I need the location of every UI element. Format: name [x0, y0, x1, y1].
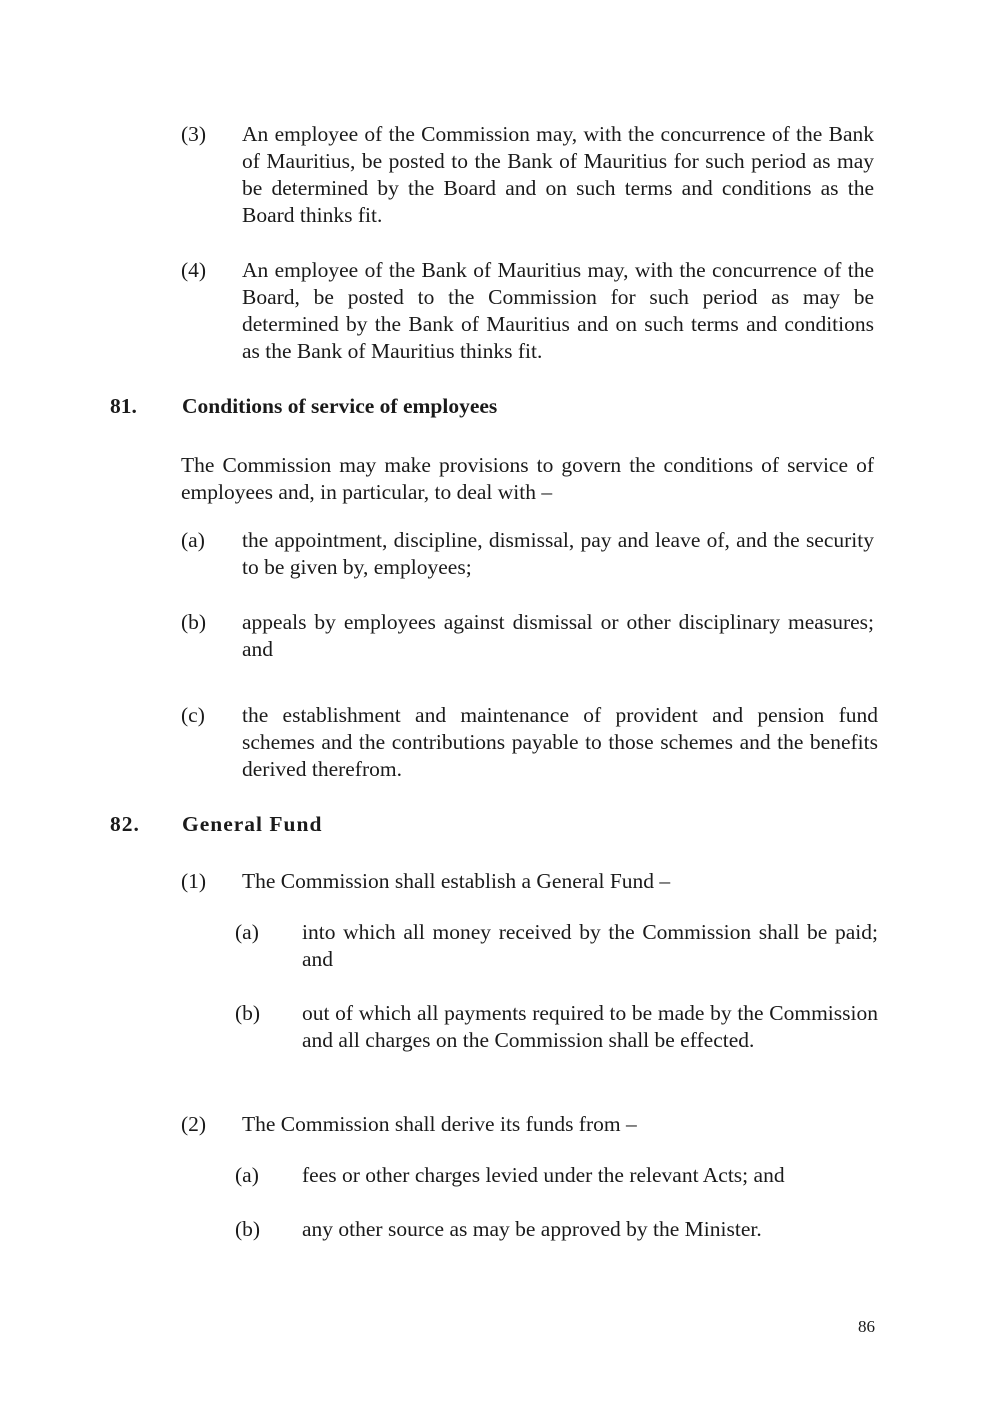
item-text: fees or other charges levied under the relevant Acts; and	[302, 1163, 785, 1187]
subsection-label: (2)	[181, 1112, 207, 1136]
section-81-item-b	[0, 609, 1000, 669]
subsection-80-3	[0, 121, 1000, 231]
section-81-intro: The Commission may make provisions to govern the conditions of service of employees and, in particular, to deal with –	[181, 453, 874, 504]
subsection-label: (1)	[181, 869, 207, 893]
item-text: any other source as may be approved by the Minister.	[302, 1217, 762, 1241]
subsection-label: (4)	[181, 258, 207, 282]
subsection-80-4	[0, 257, 1000, 367]
item-label: (a)	[235, 920, 259, 944]
item-label: (b)	[235, 1217, 261, 1241]
section-number: 82.	[110, 812, 140, 836]
section-81-item-a	[0, 527, 1000, 587]
item-text: appeals by employees against dismissal or other disciplinary measures; and	[242, 610, 874, 661]
page-number: 86	[858, 1317, 875, 1336]
item-text: out of which all payments required to be made by the Commission and all charges on the Commission shall be effected.	[302, 1001, 878, 1052]
item-label: (a)	[235, 1163, 259, 1187]
section-81-item-c	[0, 702, 1000, 792]
item-label: (b)	[235, 1001, 261, 1025]
section-82-subsection-1	[0, 868, 1000, 898]
section-81-heading	[110, 393, 810, 423]
item-text: the appointment, discipline, dismissal, pay and leave of, and the security to be given by, employees;	[242, 528, 874, 579]
subsection-text: An employee of the Commission may, with the concurrence of the Bank of Mauritius, be posted to the Bank of Mauritius for such period as may be determined by the Board and on such terms and conditions as the Board thinks fit.	[242, 122, 874, 227]
section-82-2-item-b	[0, 1216, 1000, 1246]
section-number: 81.	[110, 394, 137, 418]
item-label: (c)	[181, 703, 205, 727]
subsection-text: An employee of the Bank of Mauritius may, with the concurrence of the Board, be posted to the Commission for such period as may be determined by the Bank of Mauritius and on such terms and conditions as the Bank of Mauritius thinks fit.	[242, 258, 874, 363]
item-text: into which all money received by the Commission shall be paid; and	[302, 920, 878, 971]
section-82-heading	[110, 811, 810, 841]
item-label: (b)	[181, 610, 207, 634]
section-82-1-item-a	[0, 919, 1000, 979]
item-text: the establishment and maintenance of provident and pension fund schemes and the contributions payable to those schemes and the benefits derived therefrom.	[242, 703, 878, 781]
subsection-label: (3)	[181, 122, 207, 146]
item-label: (a)	[181, 528, 205, 552]
section-82-1-item-b	[0, 1000, 1000, 1090]
section-title: Conditions of service of employees	[182, 394, 498, 418]
subsection-text: The Commission shall establish a General Fund –	[242, 869, 671, 893]
subsection-text: The Commission shall derive its funds from –	[242, 1112, 637, 1136]
section-title: General Fund	[182, 812, 323, 836]
section-82-subsection-2	[0, 1111, 1000, 1141]
section-82-2-item-a	[0, 1162, 1000, 1192]
